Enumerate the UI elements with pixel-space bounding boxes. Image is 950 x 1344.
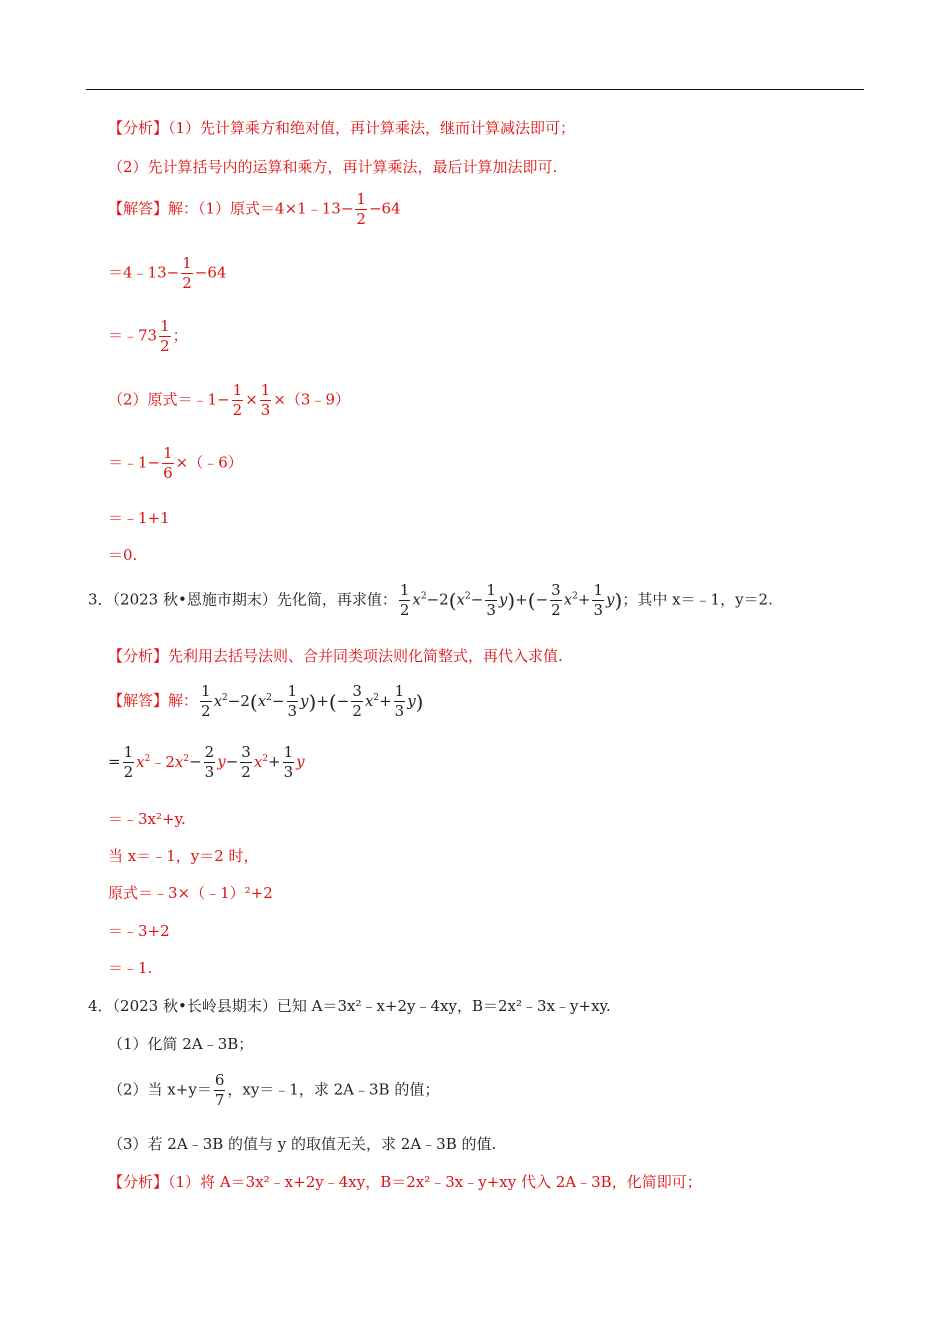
p3-step-3: ＝﹣3x²+y. xyxy=(108,810,186,828)
fraction: $\frac{1}{2}$ xyxy=(399,581,410,619)
analysis-tag: 【分析】 xyxy=(108,119,169,137)
answer-tag: 【解答】 xyxy=(108,199,169,218)
fraction: $\frac{3}{2}$ xyxy=(551,581,561,619)
p4-question-2: （2）当 x+y＝ $\frac{6}{7}$ ，xy＝﹣1，求 2A﹣3B 的值； xyxy=(108,1071,440,1109)
p4-question-1: （1）化简 2A﹣3B； xyxy=(108,1035,254,1053)
fraction: $\frac{1}{3}$ xyxy=(287,682,298,720)
p4-question-3: （3）若 2A﹣3B 的值与 y 的取值无关，求 2A﹣3B 的值. xyxy=(108,1135,497,1153)
fraction: $\frac{1}{2}$ xyxy=(123,743,134,781)
p2-analysis-line-2: （2）先计算括号内的运算和乘方，再计算乘法，最后计算加法即可. xyxy=(108,158,558,176)
fraction: $\frac{1}{3}$ xyxy=(394,682,405,720)
fraction: $\frac{2}{3}$ xyxy=(204,743,215,781)
fraction: $\frac{1}{3}$ xyxy=(283,743,294,781)
analysis-tag: 【分析】 xyxy=(108,647,169,665)
p2-part2-line: （2）原式＝﹣1− $\frac{1}{2}$ × $\frac{1}{3}$ ×（3﹣9） xyxy=(108,381,350,419)
fraction: $\frac{1}{2}$ xyxy=(182,254,192,292)
p2-step-1b: ＝4﹣13− $\frac{1}{2}$ −64 xyxy=(108,254,227,292)
p2-answer-line-1: 【解答】解：（1）原式＝4×1﹣13− $\frac{1}{2}$ −64 xyxy=(108,190,401,228)
p4-analysis: 【分析】（1）将 A＝3x²﹣x+2y﹣4xy，B＝2x²﹣3x﹣y+xy 代入 2A﹣3B，化简即可； xyxy=(108,1173,702,1191)
fraction: $\frac{1}{3}$ xyxy=(260,381,271,419)
header-rule xyxy=(86,89,864,90)
fraction: $\frac{1}{6}$ xyxy=(163,444,173,482)
fraction: $\frac{1}{2}$ xyxy=(232,381,243,419)
problem-source: （2023 秋•恩施市期末） xyxy=(112,590,277,609)
fraction: $\frac{1}{2}$ xyxy=(160,317,170,355)
fraction: $\frac{3}{2}$ xyxy=(241,743,251,781)
p2-step-2b: ＝﹣1− $\frac{1}{6}$ ×（﹣6） xyxy=(108,444,243,482)
fraction: $\frac{6}{7}$ xyxy=(214,1071,225,1109)
problem-number: 4． xyxy=(88,997,113,1015)
p3-step-2: = $\frac{1}{2}$ $x^2﹣2x^2-$ $\frac{2}{3}$ y− $\frac{3}{2}$ $x^2+$ $\frac{1}{3}$ y xyxy=(108,743,305,781)
analysis-text: （1）先计算乘方和绝对值，再计算乘法，继而计算减法即可； xyxy=(168,119,576,137)
p3-step-6: ＝﹣3+2 xyxy=(108,922,170,940)
p4-stem: 4．（2023 秋•长岭县期末）已知 A＝3x²﹣x+2y﹣4xy，B＝2x²﹣3x﹣y+xy. xyxy=(88,997,611,1015)
fraction: $\frac{1}{3}$ xyxy=(593,581,604,619)
p2-analysis-line-1 xyxy=(108,118,575,138)
p3-answer-line-1: 【解答】解： $\frac{1}{2}$ $x^2-2(x^2-$ $\frac{1}{3}$ y)+(− $\frac{3}{2}$ $x^2+$ $\frac{1}{3}$ y) xyxy=(108,682,424,720)
p3-step-4: 当 x＝﹣1，y＝2 时， xyxy=(108,847,259,865)
p2-step-2c: ＝﹣1+1 xyxy=(108,509,170,527)
p2-step-1c: ＝﹣73 $\frac{1}{2}$ ； xyxy=(108,317,188,355)
p3-stem: 3．（2023 秋•恩施市期末）先化简，再求值： $\frac{1}{2}$ $x^2-2(x^2-$ $\frac{1}{3}$ y)+(− $\frac{3}{2}$ $x^2+$ $\frac{1}{3}$ y)；其中 x＝﹣1，y＝2. xyxy=(88,581,773,619)
p2-step-2d: ＝0. xyxy=(108,546,138,564)
p3-step-5: 原式＝﹣3×（﹣1）²+2 xyxy=(108,884,273,902)
problem-source: （2023 秋•长岭县期末） xyxy=(112,997,277,1015)
analysis-tag: 【分析】 xyxy=(108,1173,169,1191)
fraction: $\frac{1}{2}$ xyxy=(356,190,366,228)
p3-step-7: ＝﹣1. xyxy=(108,959,153,977)
answer-tag: 【解答】 xyxy=(108,691,169,710)
fraction: $\frac{3}{2}$ xyxy=(352,682,362,720)
fraction: $\frac{1}{3}$ xyxy=(486,581,496,619)
fraction: $\frac{1}{2}$ xyxy=(201,682,211,720)
problem-number: 3． xyxy=(88,590,113,609)
p3-analysis: 【分析】先利用去括号法则、合并同类项法则化简整式，再代入求值. xyxy=(108,647,563,665)
